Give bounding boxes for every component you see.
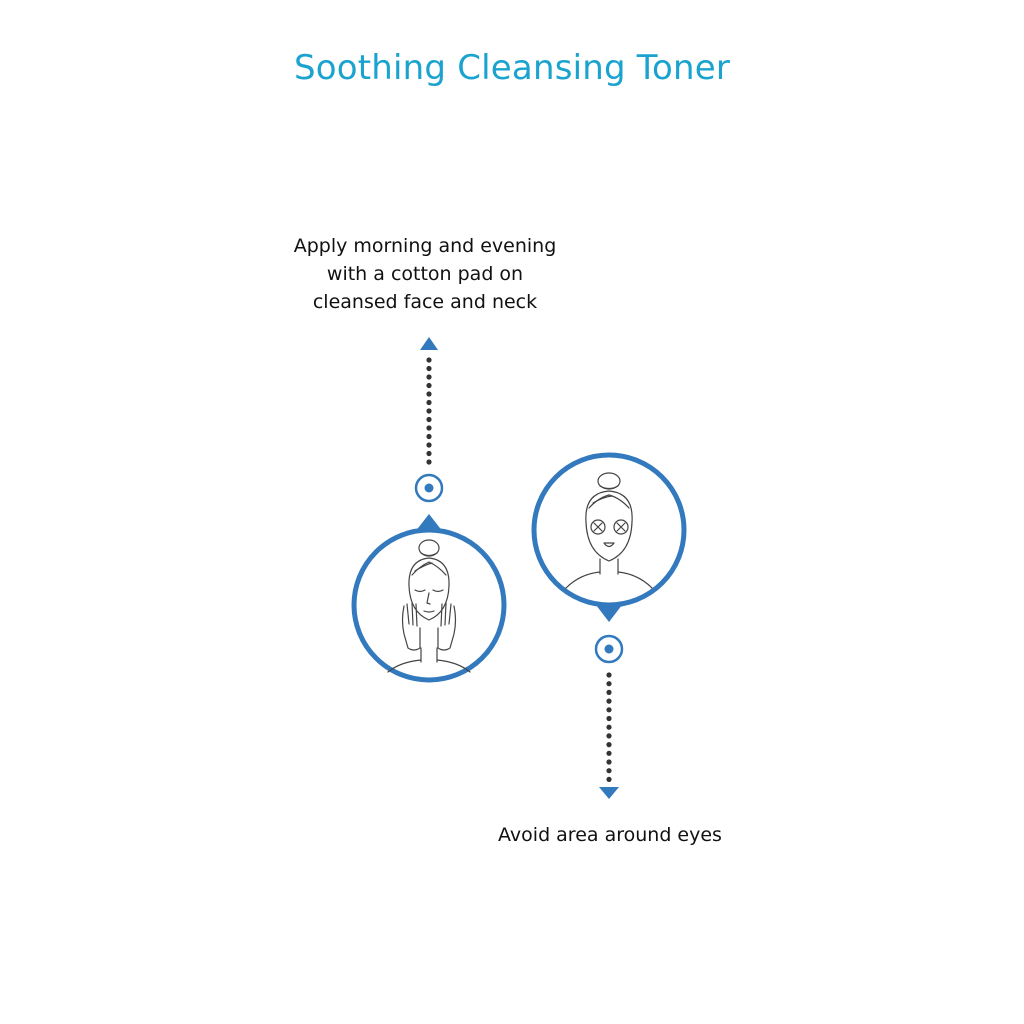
connector-dot — [426, 434, 431, 439]
connector-dot — [426, 366, 431, 371]
connector-dot — [606, 725, 611, 730]
connector-dot — [426, 425, 431, 430]
step-1-badge — [354, 514, 504, 680]
connector-dot — [606, 672, 611, 677]
connector-dot — [606, 777, 611, 782]
step-1-circle-frame — [354, 530, 504, 680]
step-1-arrow-up-icon — [420, 337, 438, 350]
step-1-line-3: cleansed face and neck — [312, 291, 538, 313]
connector-dot — [606, 716, 611, 721]
step-2-line-1: Avoid area around eyes — [498, 824, 722, 846]
step-1-line-2: with a cotton pad on — [326, 263, 524, 285]
step-2-circle-frame — [534, 455, 684, 605]
step-1-line-1: Apply morning and evening — [293, 235, 557, 257]
step-1-dotted-line — [426, 357, 431, 464]
connector-dot — [426, 391, 431, 396]
connector-dot — [426, 451, 431, 456]
step-2-pointer-icon — [596, 605, 622, 622]
connector-dot — [606, 742, 611, 747]
connector-dot — [606, 768, 611, 773]
page-title: Soothing Cleansing Toner — [293, 48, 731, 88]
connector-dot — [606, 759, 611, 764]
connector-dot — [426, 400, 431, 405]
connector-dot — [426, 459, 431, 464]
step-2-connector — [596, 636, 622, 799]
connector-dot — [426, 408, 431, 413]
connector-dot — [606, 707, 611, 712]
step-2-dotted-line — [606, 672, 611, 782]
connector-dot — [426, 357, 431, 362]
connector-dot — [426, 383, 431, 388]
step-2-arrow-down-icon — [599, 787, 619, 799]
connector-dot — [606, 699, 611, 704]
connector-dot — [426, 374, 431, 379]
step-1-connector — [416, 337, 442, 501]
connector-dot — [606, 733, 611, 738]
step-1-target-dot-icon — [425, 484, 434, 493]
connector-dot — [606, 751, 611, 756]
step-2-badge — [534, 455, 684, 622]
connector-dot — [606, 690, 611, 695]
step-2-target-dot-icon — [605, 645, 614, 654]
connector-dot — [426, 442, 431, 447]
connector-dot — [426, 417, 431, 422]
connector-dot — [606, 681, 611, 686]
